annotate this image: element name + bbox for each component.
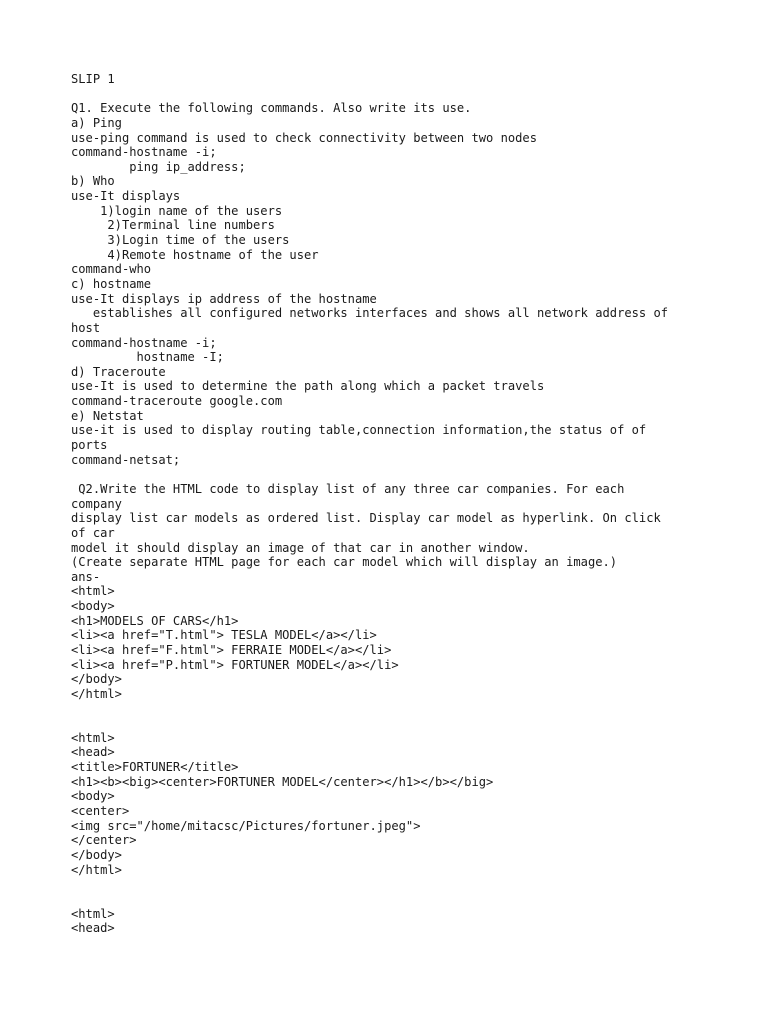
document-line: </body> (71, 847, 122, 862)
document-line: of car (71, 525, 115, 540)
document-line: Q2.Write the HTML code to display list of any three car companies. For each (71, 481, 625, 496)
document-line: command-who (71, 262, 152, 277)
document-line: command-traceroute google.com (71, 394, 283, 409)
document-line: ports (71, 438, 108, 453)
document-line: ans- (71, 569, 101, 584)
document-line: </center> (71, 833, 137, 848)
document-line: <html> (71, 906, 115, 921)
document-line: use-ping command is used to check connectivity between two nodes (71, 130, 537, 145)
document-line: <img src="/home/mitacsc/Pictures/fortuner.jpeg"> (71, 818, 421, 833)
document-line: 1)login name of the users (71, 203, 283, 218)
document-line: </html> (71, 686, 122, 701)
document-line: d) Traceroute (71, 364, 166, 379)
document-line: <li><a href="P.html"> FORTUNER MODEL</a></li> (71, 657, 399, 672)
document-line: command-hostname -i; (71, 335, 217, 350)
document-line: ping ip_address; (71, 159, 246, 174)
document-line: </html> (71, 862, 122, 877)
document-line (71, 702, 711, 717)
document-line: <html> (71, 730, 115, 745)
document-line: hostname -I; (71, 350, 224, 365)
document-line: <body> (71, 789, 115, 804)
document-line: use-It displays (71, 189, 181, 204)
document-line: <body> (71, 599, 115, 614)
document-line (71, 892, 711, 907)
document-line: <head> (71, 921, 115, 936)
document-line: use-It is used to determine the path along which a packet travels (71, 379, 545, 394)
document-line: 2)Terminal line numbers (71, 218, 275, 233)
document-line: command-hostname -i; (71, 145, 217, 160)
document-line (71, 87, 711, 102)
document-line: SLIP 1 (71, 72, 115, 86)
document-line (71, 877, 711, 892)
document-line (71, 467, 711, 482)
document-line: <li><a href="T.html"> TESLA MODEL</a></li> (71, 628, 377, 643)
document-line: <title>FORTUNER</title> (71, 760, 239, 775)
document-line: <html> (71, 584, 115, 599)
document-line: company (71, 496, 122, 511)
document-line: 4)Remote hostname of the user (71, 247, 319, 262)
document-line: b) Who (71, 174, 115, 189)
document-line: e) Netstat (71, 408, 144, 423)
document-line: model it should display an image of that car in another window. (71, 540, 530, 555)
document-line: use-It displays ip address of the hostname (71, 291, 377, 306)
document-line: a) Ping (71, 115, 122, 130)
document-line: command-netsat; (71, 452, 181, 467)
document-line: <h1>MODELS OF CARS</h1> (71, 613, 239, 628)
document-line: </body> (71, 672, 122, 687)
document-line: c) hostname (71, 276, 152, 291)
document-line: <center> (71, 804, 130, 819)
document-line: <li><a href="F.html"> FERRAIE MODEL</a></li> (71, 642, 392, 657)
document-line: Q1. Execute the following commands. Also write its use. (71, 101, 472, 116)
document-line: display list car models as ordered list. Display car model as hyperlink. On click (71, 511, 661, 526)
document-text (71, 72, 711, 936)
document-line: <head> (71, 745, 115, 760)
document-line: (Create separate HTML page for each car model which will display an image.) (71, 555, 618, 570)
document-line: use-it is used to display routing table,connection information,the status of of (71, 423, 647, 438)
document-line: host (71, 320, 101, 335)
document-line: 3)Login time of the users (71, 233, 290, 248)
document-line: establishes all configured networks interfaces and shows all network address of (71, 306, 669, 321)
document-line (71, 716, 711, 731)
document-line: <h1><b><big><center>FORTUNER MODEL</center></h1></b></big> (71, 774, 494, 789)
